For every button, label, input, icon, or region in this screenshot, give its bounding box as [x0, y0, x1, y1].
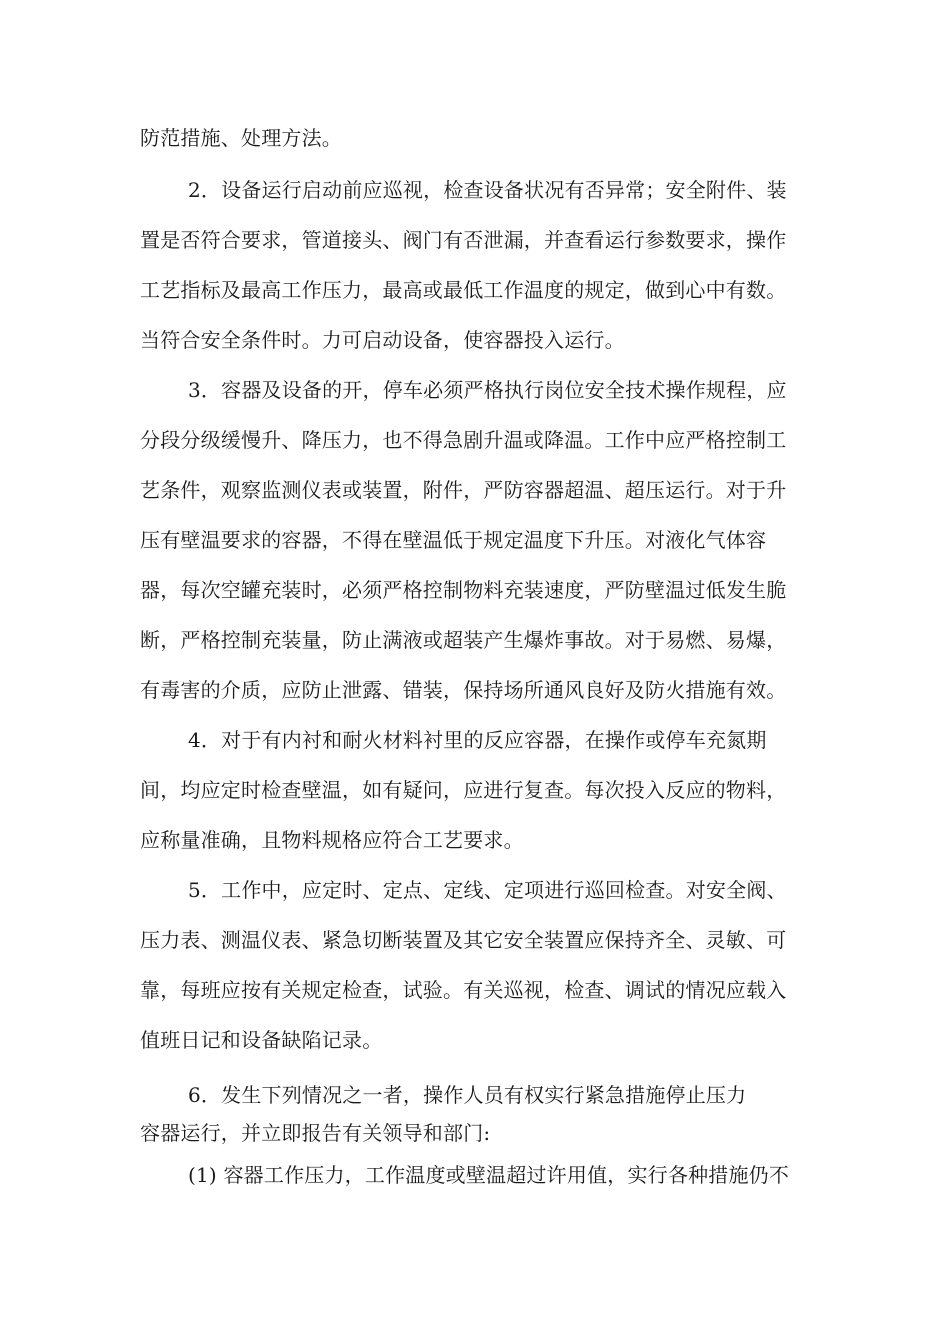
text-line: 3．容器及设备的开，停车必须严格执行岗位安全技术操作规程，应	[188, 378, 787, 402]
text-line: (1) 容器工作压力，工作温度或壁温超过许用值，实行各种措施仍不	[188, 1163, 790, 1187]
text-line: 器，每次空罐充装时，必须严格控制物料充装速度，严防壁温过低发生脆	[140, 578, 787, 602]
text-line: 值班日记和设备缺陷记录。	[140, 1028, 383, 1052]
text-line: 6．发生下列情况之一者，操作人员有权实行紧急措施停止压力	[188, 1083, 747, 1107]
text-line: 分段分级缓慢升、降压力，也不得急剧升温或降温。工作中应严格控制工	[140, 428, 787, 452]
text-line: 靠，每班应按有关规定检查，试验。有关巡视，检查、调试的情况应载入	[140, 978, 787, 1002]
text-line: 艺条件，观察监测仪表或装置，附件，严防容器超温、超压运行。对于升	[140, 478, 787, 502]
text-line: 2．设备运行启动前应巡视，检查设备状况有否异常；安全附件、装	[188, 178, 787, 202]
text-line: 4．对于有内衬和耐火材料衬里的反应容器，在操作或停车充氮期	[188, 728, 767, 752]
text-line: 间，均应定时检查壁温，如有疑问，应进行复查。每次投入反应的物料，	[140, 778, 787, 802]
text-line: 防范措施、处理方法。	[140, 126, 342, 150]
text-line: 压有壁温要求的容器，不得在壁温低于规定温度下升压。对液化气体容	[140, 528, 767, 552]
text-line: 当符合安全条件时。力可启动设备，使容器投入运行。	[140, 328, 625, 352]
text-line: 置是否符合要求，管道接头、阀门有否泄漏，并查看运行参数要求，操作	[140, 228, 787, 252]
text-line: 5．工作中，应定时、定点、定线、定项进行巡回检查。对安全阀、	[188, 878, 787, 902]
text-line: 有毒害的介质，应防止泄露、错装，保持场所通风良好及防火措施有效。	[140, 678, 787, 702]
text-line: 工艺指标及最高工作压力，最高或最低工作温度的规定，做到心中有数。	[140, 278, 787, 302]
text-line: 断，严格控制充装量，防止满液或超装产生爆炸事故。对于易燃、易爆，	[140, 628, 787, 652]
text-line: 容器运行，并立即报告有关领导和部门:	[140, 1121, 491, 1145]
text-line: 应称量准确，且物料规格应符合工艺要求。	[140, 828, 524, 852]
text-line: 压力表、测温仪表、紧急切断装置及其它安全装置应保持齐全、灵敏、可	[140, 928, 787, 952]
